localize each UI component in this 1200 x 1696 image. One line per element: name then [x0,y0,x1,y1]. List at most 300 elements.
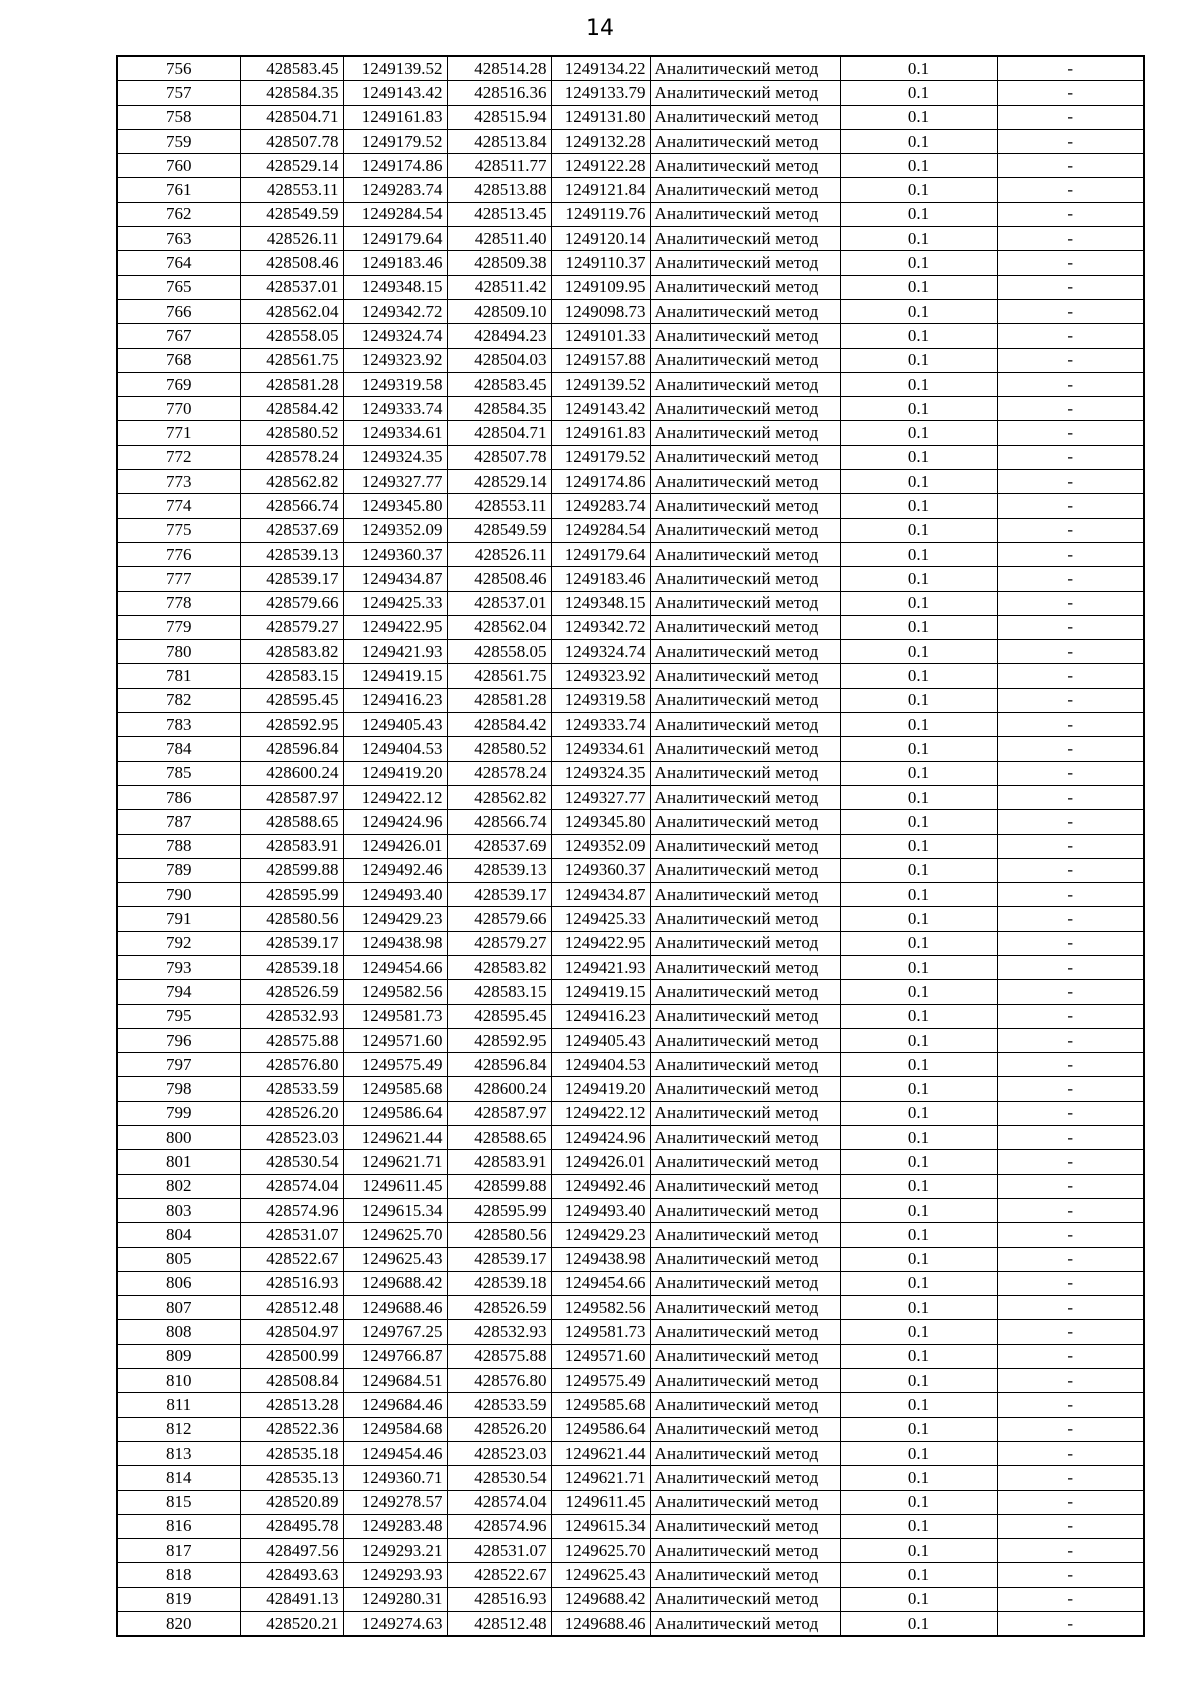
y2-cell: 1249352.09 [551,834,650,858]
precision-cell: 0.1 [840,1174,997,1198]
table-row [117,1393,1144,1417]
x2-cell: 428494.23 [447,324,551,348]
precision-cell: 0.1 [840,494,997,518]
y1-cell: 1249621.44 [343,1126,447,1150]
y1-cell: 1249319.58 [343,372,447,396]
y2-cell: 1249183.46 [551,567,650,591]
table-row [117,1296,1144,1320]
point-number-cell: 776 [117,542,240,566]
note-cell: - [997,81,1144,105]
method-cell: Аналитический метод [650,1320,840,1344]
table-row [117,105,1144,129]
method-cell: Аналитический метод [650,1004,840,1028]
method-cell: Аналитический метод [650,1296,840,1320]
precision-cell: 0.1 [840,688,997,712]
method-cell: Аналитический метод [650,567,840,591]
x2-cell: 428531.07 [447,1539,551,1563]
y1-cell: 1249283.48 [343,1514,447,1538]
table-row [117,1053,1144,1077]
note-cell: - [997,1417,1144,1441]
precision-cell: 0.1 [840,1369,997,1393]
x1-cell: 428500.99 [240,1344,343,1368]
x1-cell: 428575.88 [240,1028,343,1052]
note-cell: - [997,664,1144,688]
y1-cell: 1249139.52 [343,56,447,81]
y1-cell: 1249183.46 [343,251,447,275]
note-cell: - [997,980,1144,1004]
method-cell: Аналитический метод [650,1198,840,1222]
y2-cell: 1249493.40 [551,1198,650,1222]
x2-cell: 428539.17 [447,883,551,907]
y2-cell: 1249121.84 [551,178,650,202]
point-number-cell: 784 [117,737,240,761]
x1-cell: 428588.65 [240,810,343,834]
method-cell: Аналитический метод [650,883,840,907]
x2-cell: 428578.24 [447,761,551,785]
y2-cell: 1249348.15 [551,591,650,615]
precision-cell: 0.1 [840,227,997,251]
method-cell: Аналитический метод [650,688,840,712]
precision-cell: 0.1 [840,1441,997,1465]
x2-cell: 428596.84 [447,1053,551,1077]
point-number-cell: 779 [117,615,240,639]
x1-cell: 428520.89 [240,1490,343,1514]
table-row [117,1441,1144,1465]
point-number-cell: 793 [117,955,240,979]
method-cell: Аналитический метод [650,1369,840,1393]
point-number-cell: 807 [117,1296,240,1320]
table-row [117,542,1144,566]
y2-cell: 1249161.83 [551,421,650,445]
y1-cell: 1249179.64 [343,227,447,251]
method-cell: Аналитический метод [650,372,840,396]
method-cell: Аналитический метод [650,858,840,882]
x2-cell: 428592.95 [447,1028,551,1052]
note-cell: - [997,1539,1144,1563]
method-cell: Аналитический метод [650,931,840,955]
precision-cell: 0.1 [840,1077,997,1101]
x1-cell: 428583.91 [240,834,343,858]
y1-cell: 1249293.21 [343,1539,447,1563]
method-cell: Аналитический метод [650,1563,840,1587]
table-row [117,154,1144,178]
x1-cell: 428580.56 [240,907,343,931]
y2-cell: 1249324.74 [551,640,650,664]
point-number-cell: 819 [117,1587,240,1611]
y1-cell: 1249425.33 [343,591,447,615]
x2-cell: 428539.17 [447,1247,551,1271]
y2-cell: 1249134.22 [551,56,650,81]
x2-cell: 428511.77 [447,154,551,178]
table-row [117,299,1144,323]
y2-cell: 1249319.58 [551,688,650,712]
y1-cell: 1249280.31 [343,1587,447,1611]
y1-cell: 1249352.09 [343,518,447,542]
table-row [117,1247,1144,1271]
method-cell: Аналитический метод [650,1053,840,1077]
point-number-cell: 802 [117,1174,240,1198]
y2-cell: 1249283.74 [551,494,650,518]
x1-cell: 428553.11 [240,178,343,202]
y1-cell: 1249493.40 [343,883,447,907]
point-number-cell: 797 [117,1053,240,1077]
point-number-cell: 790 [117,883,240,907]
table-row [117,1563,1144,1587]
point-number-cell: 812 [117,1417,240,1441]
precision-cell: 0.1 [840,615,997,639]
point-number-cell: 769 [117,372,240,396]
note-cell: - [997,931,1144,955]
method-cell: Аналитический метод [650,56,840,81]
x1-cell: 428539.17 [240,567,343,591]
y1-cell: 1249323.92 [343,348,447,372]
precision-cell: 0.1 [840,1101,997,1125]
precision-cell: 0.1 [840,737,997,761]
x1-cell: 428583.15 [240,664,343,688]
y1-cell: 1249419.20 [343,761,447,785]
note-cell: - [997,785,1144,809]
precision-cell: 0.1 [840,251,997,275]
y1-cell: 1249360.71 [343,1466,447,1490]
x1-cell: 428495.78 [240,1514,343,1538]
y1-cell: 1249424.96 [343,810,447,834]
x1-cell: 428504.71 [240,105,343,129]
note-cell: - [997,761,1144,785]
x2-cell: 428513.84 [447,129,551,153]
precision-cell: 0.1 [840,56,997,81]
y2-cell: 1249438.98 [551,1247,650,1271]
point-number-cell: 771 [117,421,240,445]
point-number-cell: 762 [117,202,240,226]
y2-cell: 1249422.95 [551,931,650,955]
x1-cell: 428549.59 [240,202,343,226]
point-number-cell: 792 [117,931,240,955]
y2-cell: 1249454.66 [551,1271,650,1295]
table-row [117,1466,1144,1490]
point-number-cell: 814 [117,1466,240,1490]
x2-cell: 428511.42 [447,275,551,299]
point-number-cell: 767 [117,324,240,348]
coordinates-table [116,55,1145,1637]
point-number-cell: 761 [117,178,240,202]
note-cell: - [997,688,1144,712]
note-cell: - [997,275,1144,299]
y1-cell: 1249611.45 [343,1174,447,1198]
precision-cell: 0.1 [840,299,997,323]
note-cell: - [997,1490,1144,1514]
method-cell: Аналитический метод [650,1539,840,1563]
x2-cell: 428581.28 [447,688,551,712]
table-row [117,591,1144,615]
note-cell: - [997,1393,1144,1417]
y2-cell: 1249615.34 [551,1514,650,1538]
note-cell: - [997,1053,1144,1077]
note-cell: - [997,1126,1144,1150]
note-cell: - [997,713,1144,737]
table-row [117,1369,1144,1393]
y1-cell: 1249582.56 [343,980,447,1004]
point-number-cell: 782 [117,688,240,712]
table-row [117,615,1144,639]
table-row [117,56,1144,81]
y1-cell: 1249454.46 [343,1441,447,1465]
x2-cell: 428539.13 [447,858,551,882]
point-number-cell: 765 [117,275,240,299]
point-number-cell: 817 [117,1539,240,1563]
x1-cell: 428579.27 [240,615,343,639]
x2-cell: 428562.04 [447,615,551,639]
point-number-cell: 788 [117,834,240,858]
precision-cell: 0.1 [840,421,997,445]
method-cell: Аналитический метод [650,542,840,566]
note-cell: - [997,1223,1144,1247]
y1-cell: 1249416.23 [343,688,447,712]
table-row [117,640,1144,664]
note-cell: - [997,1344,1144,1368]
precision-cell: 0.1 [840,1198,997,1222]
x1-cell: 428523.03 [240,1126,343,1150]
x1-cell: 428576.80 [240,1053,343,1077]
table-row [117,931,1144,955]
method-cell: Аналитический метод [650,251,840,275]
precision-cell: 0.1 [840,154,997,178]
x1-cell: 428592.95 [240,713,343,737]
table-row [117,1539,1144,1563]
precision-cell: 0.1 [840,1053,997,1077]
method-cell: Аналитический метод [650,1514,840,1538]
table-row [117,324,1144,348]
point-number-cell: 778 [117,591,240,615]
point-number-cell: 774 [117,494,240,518]
point-number-cell: 764 [117,251,240,275]
x2-cell: 428514.28 [447,56,551,81]
point-number-cell: 787 [117,810,240,834]
note-cell: - [997,615,1144,639]
table-row [117,1223,1144,1247]
x2-cell: 428504.03 [447,348,551,372]
x2-cell: 428599.88 [447,1174,551,1198]
x1-cell: 428600.24 [240,761,343,785]
x2-cell: 428575.88 [447,1344,551,1368]
x1-cell: 428596.84 [240,737,343,761]
y2-cell: 1249342.72 [551,615,650,639]
y1-cell: 1249684.46 [343,1393,447,1417]
y2-cell: 1249122.28 [551,154,650,178]
precision-cell: 0.1 [840,834,997,858]
y1-cell: 1249429.23 [343,907,447,931]
note-cell: - [997,470,1144,494]
note-cell: - [997,1198,1144,1222]
x2-cell: 428574.96 [447,1514,551,1538]
y2-cell: 1249416.23 [551,1004,650,1028]
note-cell: - [997,56,1144,81]
x2-cell: 428539.18 [447,1271,551,1295]
x2-cell: 428511.40 [447,227,551,251]
table-row [117,713,1144,737]
x2-cell: 428537.01 [447,591,551,615]
y1-cell: 1249575.49 [343,1053,447,1077]
method-cell: Аналитический метод [650,421,840,445]
precision-cell: 0.1 [840,275,997,299]
x1-cell: 428533.59 [240,1077,343,1101]
x2-cell: 428558.05 [447,640,551,664]
x2-cell: 428504.71 [447,421,551,445]
note-cell: - [997,421,1144,445]
precision-cell: 0.1 [840,810,997,834]
x2-cell: 428562.82 [447,785,551,809]
note-cell: - [997,1174,1144,1198]
point-number-cell: 780 [117,640,240,664]
x1-cell: 428574.96 [240,1198,343,1222]
x1-cell: 428561.75 [240,348,343,372]
x1-cell: 428595.45 [240,688,343,712]
precision-cell: 0.1 [840,1490,997,1514]
table-row [117,883,1144,907]
point-number-cell: 805 [117,1247,240,1271]
note-cell: - [997,1271,1144,1295]
x1-cell: 428595.99 [240,883,343,907]
y1-cell: 1249688.42 [343,1271,447,1295]
note-cell: - [997,1101,1144,1125]
x2-cell: 428579.27 [447,931,551,955]
note-cell: - [997,324,1144,348]
x1-cell: 428508.46 [240,251,343,275]
precision-cell: 0.1 [840,980,997,1004]
y1-cell: 1249324.74 [343,324,447,348]
point-number-cell: 810 [117,1369,240,1393]
y2-cell: 1249434.87 [551,883,650,907]
table-row [117,251,1144,275]
note-cell: - [997,858,1144,882]
precision-cell: 0.1 [840,105,997,129]
method-cell: Аналитический метод [650,275,840,299]
x2-cell: 428526.59 [447,1296,551,1320]
y2-cell: 1249132.28 [551,129,650,153]
note-cell: - [997,955,1144,979]
y2-cell: 1249625.70 [551,1539,650,1563]
point-number-cell: 766 [117,299,240,323]
note-cell: - [997,1077,1144,1101]
point-number-cell: 794 [117,980,240,1004]
x2-cell: 428513.88 [447,178,551,202]
note-cell: - [997,494,1144,518]
table-row [117,1174,1144,1198]
precision-cell: 0.1 [840,1296,997,1320]
method-cell: Аналитический метод [650,1101,840,1125]
note-cell: - [997,737,1144,761]
point-number-cell: 785 [117,761,240,785]
y1-cell: 1249625.43 [343,1247,447,1271]
precision-cell: 0.1 [840,324,997,348]
x2-cell: 428532.93 [447,1320,551,1344]
method-cell: Аналитический метод [650,129,840,153]
y2-cell: 1249405.43 [551,1028,650,1052]
note-cell: - [997,299,1144,323]
point-number-cell: 809 [117,1344,240,1368]
y2-cell: 1249119.76 [551,202,650,226]
table-row [117,688,1144,712]
note-cell: - [997,591,1144,615]
method-cell: Аналитический метод [650,518,840,542]
method-cell: Аналитический метод [650,105,840,129]
method-cell: Аналитический метод [650,1150,840,1174]
y2-cell: 1249492.46 [551,1174,650,1198]
table-row [117,348,1144,372]
y2-cell: 1249109.95 [551,275,650,299]
precision-cell: 0.1 [840,1150,997,1174]
y2-cell: 1249426.01 [551,1150,650,1174]
point-number-cell: 770 [117,397,240,421]
x2-cell: 428523.03 [447,1441,551,1465]
x2-cell: 428522.67 [447,1563,551,1587]
y1-cell: 1249274.63 [343,1612,447,1637]
x1-cell: 428539.13 [240,542,343,566]
x1-cell: 428491.13 [240,1587,343,1611]
y2-cell: 1249581.73 [551,1320,650,1344]
x2-cell: 428509.38 [447,251,551,275]
x2-cell: 428580.52 [447,737,551,761]
point-number-cell: 815 [117,1490,240,1514]
point-number-cell: 789 [117,858,240,882]
note-cell: - [997,154,1144,178]
table-row [117,567,1144,591]
x1-cell: 428531.07 [240,1223,343,1247]
y2-cell: 1249334.61 [551,737,650,761]
table-row [117,470,1144,494]
note-cell: - [997,1612,1144,1637]
y1-cell: 1249283.74 [343,178,447,202]
method-cell: Аналитический метод [650,713,840,737]
precision-cell: 0.1 [840,445,997,469]
point-number-cell: 798 [117,1077,240,1101]
method-cell: Аналитический метод [650,761,840,785]
point-number-cell: 756 [117,56,240,81]
y1-cell: 1249405.43 [343,713,447,737]
method-cell: Аналитический метод [650,640,840,664]
method-cell: Аналитический метод [650,1490,840,1514]
y2-cell: 1249688.42 [551,1587,650,1611]
precision-cell: 0.1 [840,907,997,931]
method-cell: Аналитический метод [650,1028,840,1052]
x1-cell: 428537.69 [240,518,343,542]
precision-cell: 0.1 [840,858,997,882]
method-cell: Аналитический метод [650,664,840,688]
y1-cell: 1249585.68 [343,1077,447,1101]
point-number-cell: 758 [117,105,240,129]
y2-cell: 1249571.60 [551,1344,650,1368]
method-cell: Аналитический метод [650,324,840,348]
point-number-cell: 816 [117,1514,240,1538]
point-number-cell: 803 [117,1198,240,1222]
x1-cell: 428562.82 [240,470,343,494]
x2-cell: 428530.54 [447,1466,551,1490]
precision-cell: 0.1 [840,542,997,566]
note-cell: - [997,834,1144,858]
x1-cell: 428530.54 [240,1150,343,1174]
precision-cell: 0.1 [840,640,997,664]
y2-cell: 1249157.88 [551,348,650,372]
y1-cell: 1249422.12 [343,785,447,809]
x2-cell: 428583.82 [447,955,551,979]
note-cell: - [997,1150,1144,1174]
x2-cell: 428553.11 [447,494,551,518]
y2-cell: 1249688.46 [551,1612,650,1637]
table-row [117,1271,1144,1295]
y2-cell: 1249174.86 [551,470,650,494]
method-cell: Аналитический метод [650,202,840,226]
y1-cell: 1249584.68 [343,1417,447,1441]
y1-cell: 1249278.57 [343,1490,447,1514]
